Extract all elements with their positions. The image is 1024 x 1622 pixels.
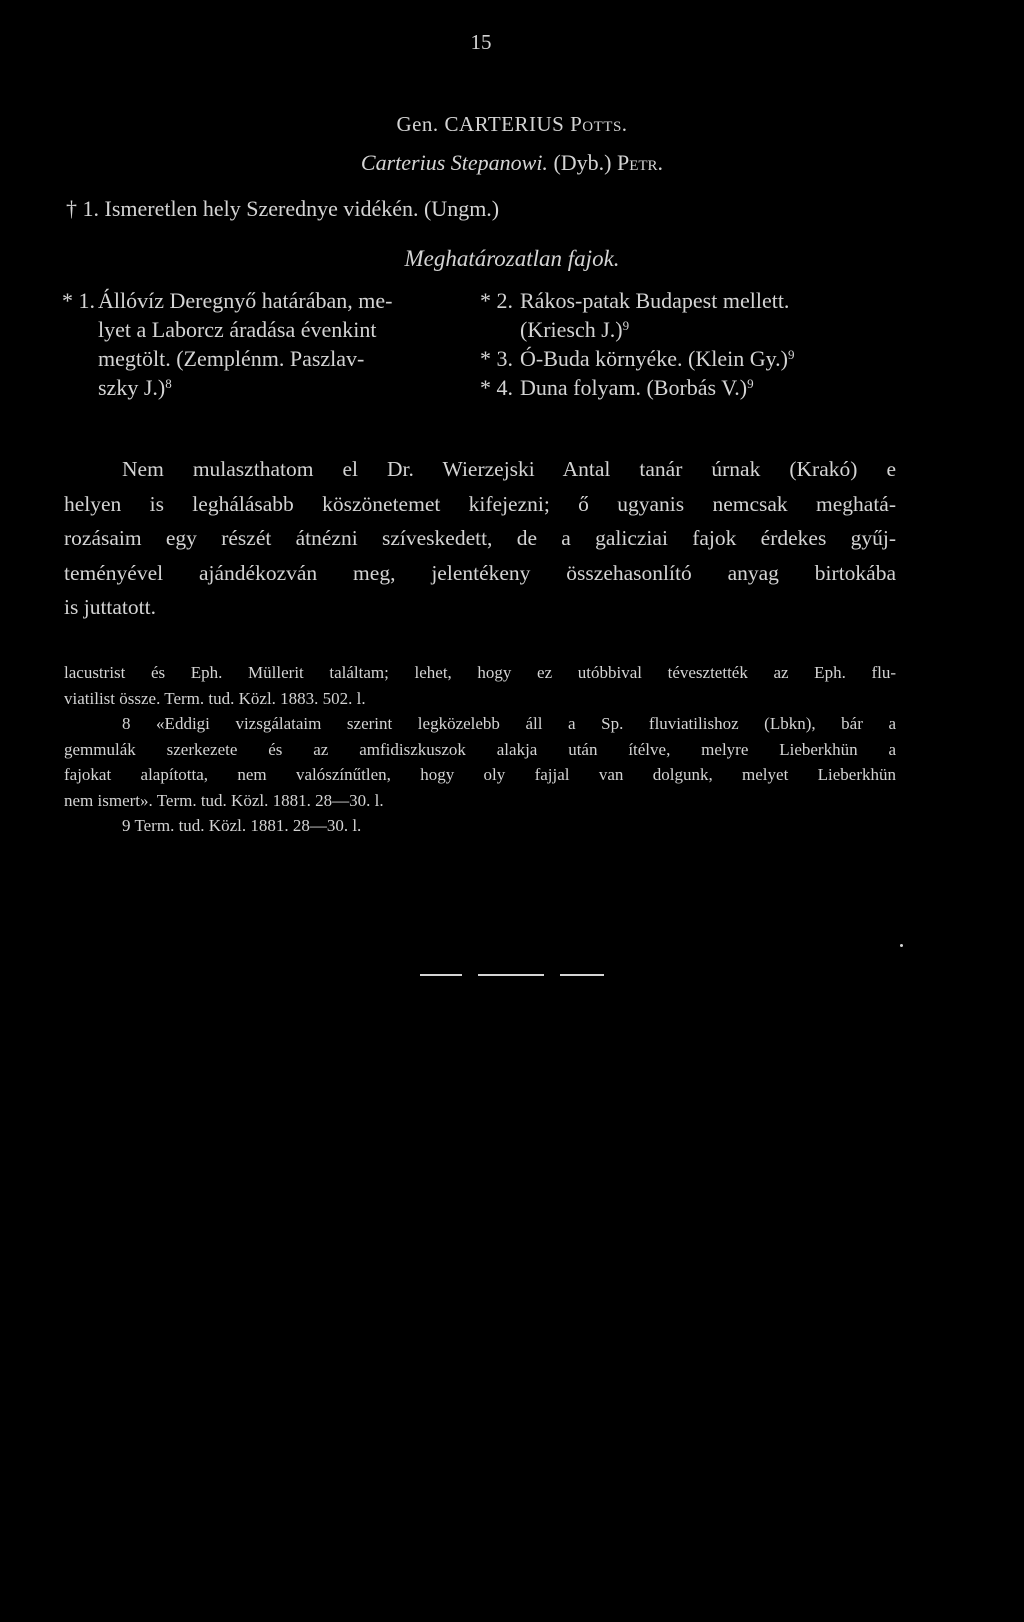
paragraph-line: is juttatott. bbox=[64, 595, 156, 619]
undetermined-left-column bbox=[62, 286, 472, 402]
list-item bbox=[480, 344, 940, 373]
undetermined-heading: Meghatározatlan fajok. bbox=[404, 246, 620, 271]
entry-line-text: Ó-Buda környéke. (Klein Gy.) bbox=[520, 346, 788, 371]
footnote-line: viatilist össze. Term. tud. Közl. 1883. 502. l. bbox=[64, 688, 366, 708]
entry-mark: * 4. bbox=[480, 375, 513, 400]
entry-line bbox=[98, 373, 472, 402]
paragraph-line: helyen is leghálásabb köszönetemet kifejezni; ő ugyanis nemcsak meghatá- bbox=[64, 491, 896, 516]
entry-line bbox=[520, 315, 940, 344]
stray-mark bbox=[900, 944, 903, 947]
entry-mark: * 3. bbox=[480, 346, 513, 371]
entry-line bbox=[520, 344, 940, 373]
known-locality bbox=[66, 196, 499, 222]
footnote-ref: 8 bbox=[165, 376, 172, 391]
entry-line-text: szky J.) bbox=[98, 375, 166, 400]
entry-mark: * 2. bbox=[480, 288, 513, 313]
list-item bbox=[480, 286, 940, 344]
entry-mark: * 1. bbox=[62, 288, 95, 313]
list-item bbox=[62, 286, 472, 402]
paragraph-line: Nem mulaszthatom el Dr. Wierzejski Antal tanár úrnak (Krakó) e bbox=[122, 457, 896, 481]
entry-line-text: (Kriesch J.) bbox=[520, 317, 623, 342]
acknowledgement-paragraph bbox=[64, 452, 896, 625]
entry-line: lyet a Laborcz áradása évenkint bbox=[98, 317, 377, 342]
entry-line: Állóvíz Deregnyő határában, me- bbox=[98, 288, 393, 313]
footnote-line: nem ismert». Term. tud. Közl. 1881. 28—30. l. bbox=[64, 790, 384, 810]
entry-line: megtölt. (Zemplénm. Paszlav- bbox=[98, 346, 365, 371]
genus-name: CARTERIUS bbox=[444, 112, 565, 136]
footnote-line: fajokat alapította, nem valószínűtlen, hogy oly fajjal van dolgunk, melyet Lieberkhün bbox=[64, 765, 896, 784]
locality-text: Ismeretlen hely Szerednye vidékén. (Ungm.) bbox=[104, 196, 500, 221]
genus-author: Potts. bbox=[570, 112, 628, 136]
divider bbox=[560, 974, 604, 976]
footnotes bbox=[64, 660, 896, 839]
genus-prefix: Gen. bbox=[396, 112, 439, 136]
species-authority: (Dyb.) bbox=[553, 150, 612, 175]
species-author: Petr. bbox=[616, 150, 664, 175]
page-number: 15 bbox=[470, 30, 492, 54]
entry-line-text: Duna folyam. (Borbás V.) bbox=[520, 375, 748, 400]
divider bbox=[420, 974, 462, 976]
list-item bbox=[480, 373, 940, 402]
footnote-ref: 9 bbox=[747, 376, 754, 391]
footnote-ref: 9 bbox=[788, 347, 795, 362]
genus-heading bbox=[0, 112, 1024, 137]
paragraph-line: rozásaim egy részét átnézni szíveskedett, de a galicziai fajok érdekes gyűj- bbox=[64, 526, 896, 550]
entry-line bbox=[520, 373, 940, 402]
footnote-ref: 9 bbox=[622, 318, 630, 333]
locality-mark: † 1. bbox=[66, 196, 99, 221]
divider bbox=[478, 974, 544, 976]
footnote-line: 9 Term. tud. Közl. 1881. 28—30. l. bbox=[122, 816, 362, 835]
entry-line: Rákos-patak Budapest mellett. bbox=[520, 288, 790, 313]
paragraph-line: teményével ajándékozván meg, jelentékeny összehasonlító anyag birtokába bbox=[64, 560, 896, 585]
footnote-line: lacustrist és Eph. Müllerit találtam; lehet, hogy ez utóbbival tévesztették az Eph. flu- bbox=[64, 663, 896, 682]
species-name: Carterius Stepanowi. bbox=[360, 150, 548, 175]
species-heading bbox=[0, 150, 1024, 176]
footnote-line: gemmulák szerkezete és az amfidiszkuszok alakja után ítélve, melyre Lieberkhün a bbox=[64, 739, 896, 759]
undetermined-right-column bbox=[480, 286, 940, 402]
footnote-line: 8 «Eddigi vizsgálataim szerint legközelebb áll a Sp. fluviatilishoz (Lbkn), bár a bbox=[122, 714, 896, 733]
